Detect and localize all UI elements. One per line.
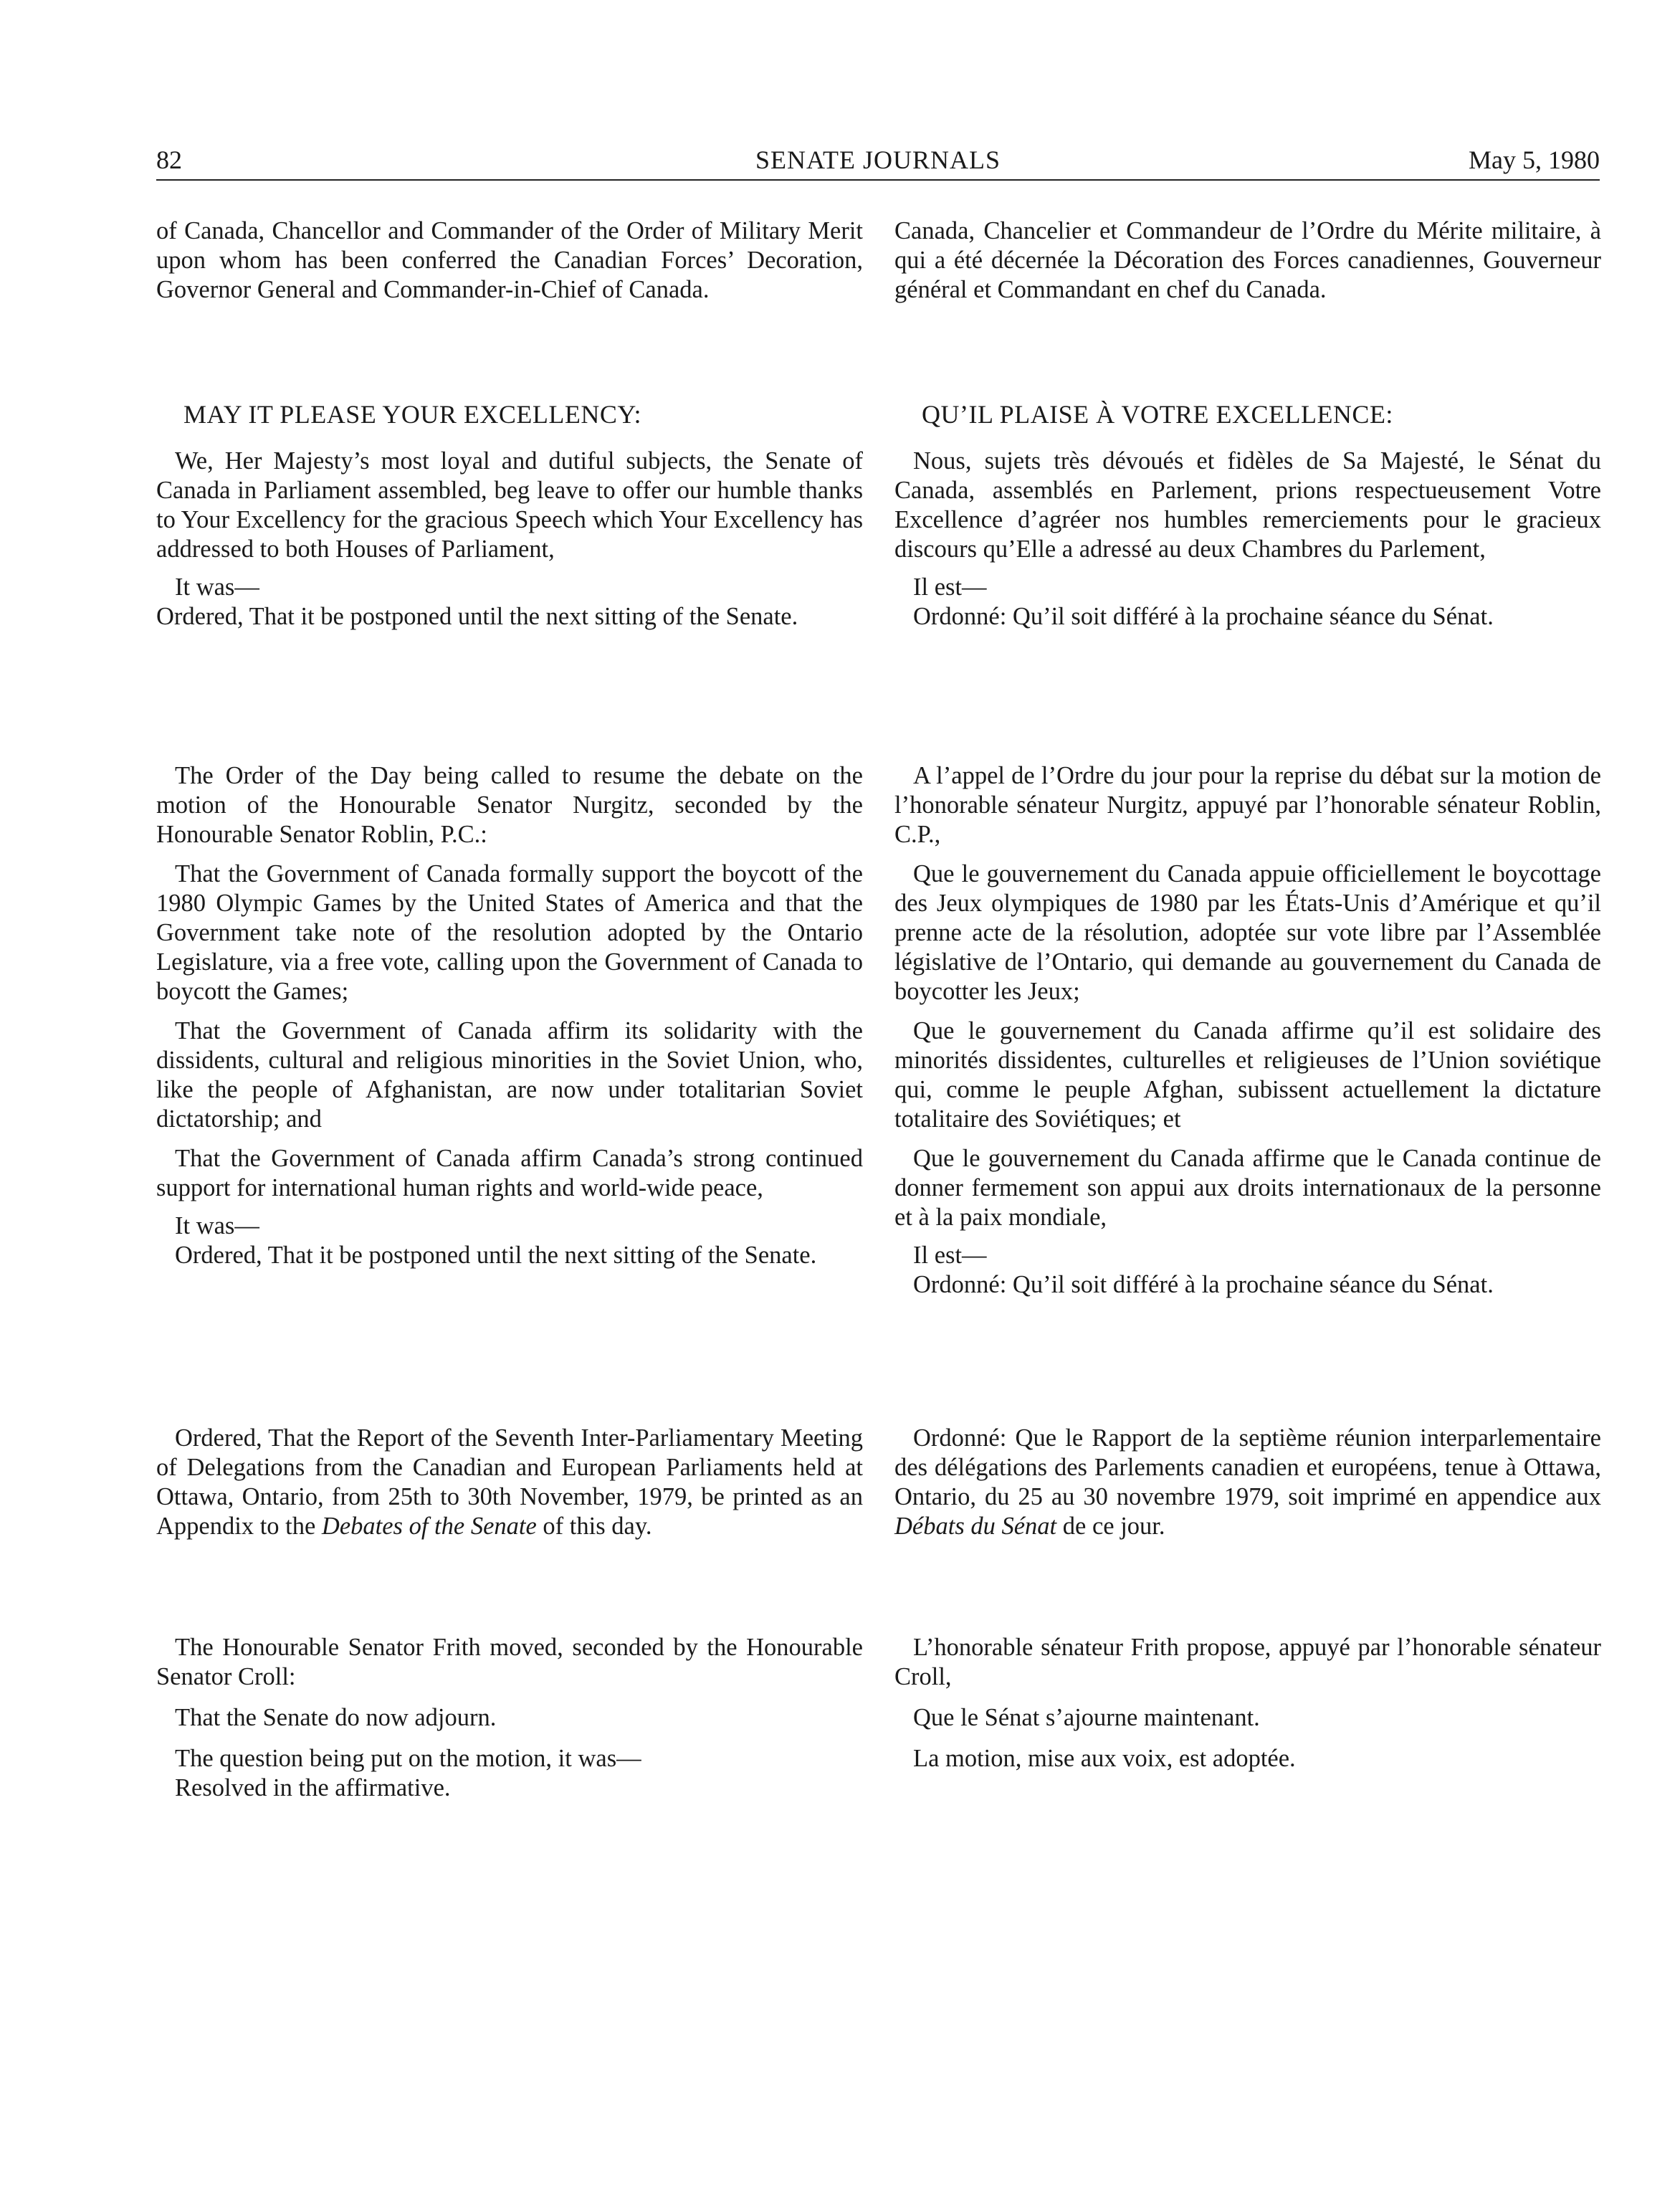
en-report-block (156, 1424, 863, 1541)
en-ordered-2 (156, 1241, 863, 1270)
en-intro: of Canada, Chancellor and Commander of the Order of Military Merit upon whom has been conferred the Canadian Forces’ Decoration, Governor General and Commander-in-Chief of Canada. (156, 217, 863, 303)
fr-report-italic: Débats du Sénat (894, 1513, 1057, 1540)
fr-il-est-1: Il est— (913, 573, 987, 601)
fr-ordonne-2: Ordonné: Qu’il soit différé à la prochaine séance du Sénat. (913, 1271, 1494, 1298)
en-adjourn-block (156, 1633, 863, 1803)
journal-title: SENATE JOURNALS (755, 146, 1001, 174)
fr-intro: Canada, Chancelier et Commandeur de l’Ordre du Mérite militaire, à qui a été décernée la Décoration des Forces canadiennes, Gouverneur général et Commandant en chef du Canada. (894, 217, 1601, 303)
fr-ordonne-1: Ordonné: Qu’il soit différé à la prochaine séance du Sénat. (913, 603, 1494, 630)
fr-motion-1: Que le gouvernement du Canada appuie officiellement le boycottage des Jeux olympiques de 1980 par les États-Unis d’Amérique et qu’il prenne acte de la résolution, adoptée sur vote libre par l’Assemblée législative de l’Ontario, qui demande au gouvernement du Canada de boycotter les Jeux; (894, 860, 1601, 1005)
en-report-italic: Debates of the Senate (321, 1513, 537, 1540)
en-ordered-2-text: Ordered, That it be postponed until the next sitting of the Senate. (175, 1242, 817, 1269)
fr-motion-3: Que le gouvernement du Canada affirme que le Canada continue de donner fermement son appui aux droits internationaux de la personne et à la paix mondiale, (894, 1145, 1601, 1231)
fr-report-post: de ce jour. (1056, 1513, 1165, 1540)
en-address-heading: MAY IT PLEASE YOUR EXCELLENCY: (183, 400, 642, 429)
page-number: 82 (156, 146, 182, 174)
fr-frith-moved: L’honorable sénateur Frith propose, appuyé par l’honorable sénateur Croll, (894, 1634, 1601, 1690)
journal-date: May 5, 1980 (1469, 146, 1600, 174)
fr-il-est-2: Il est— (913, 1242, 987, 1269)
fr-adopted: La motion, mise aux voix, est adoptée. (913, 1745, 1296, 1772)
en-resolved: Resolved in the affirmative. (175, 1774, 451, 1801)
en-ordered-1 (138, 602, 863, 632)
en-motion-2: That the Government of Canada affirm its solidarity with the dissidents, cultural and religious minorities in the Soviet Union, who, like the people of Afghanistan, are now under totalitarian Soviet dictatorship; and (156, 1017, 863, 1133)
en-intro-block (156, 216, 863, 305)
fr-intro-block (894, 216, 1601, 305)
header-rule (156, 179, 1600, 181)
en-order-of-day: The Order of the Day being called to resume the debate on the motion of the Honourable Senator Nurgitz, seconded by the Honourable Senator Roblin, P.C.: (156, 762, 863, 848)
en-it-was-2: It was— (175, 1212, 259, 1239)
en-motion-1: That the Government of Canada formally support the boycott of the 1980 Olympic Games by the United States of America and that the Government take note of the resolution adopted by the Ontario Legislature, via a free vote, calling upon the Government of Canada to boycott the Games; (156, 860, 863, 1005)
en-report-post: of this day. (536, 1513, 652, 1540)
en-address-block (156, 400, 863, 632)
en-it-was-1: It was— (175, 573, 259, 601)
en-frith-moved: The Honourable Senator Frith moved, seconded by the Honourable Senator Croll: (156, 1634, 863, 1690)
en-ordered-1-text: Ordered, That it be postponed until the next sitting of the Senate. (156, 603, 798, 630)
fr-address-block (894, 400, 1601, 632)
en-question-put: The question being put on the motion, it was— (175, 1745, 641, 1772)
running-header (156, 145, 1600, 181)
fr-adjourn-block (894, 1633, 1601, 1773)
en-motion-3: That the Government of Canada affirm Canada’s strong continued support for international human rights and world-wide peace, (156, 1145, 863, 1201)
en-address-body: We, Her Majesty’s most loyal and dutiful subjects, the Senate of Canada in Parliament assembled, beg leave to offer our humble thanks to Your Excellency for the gracious Speech which Your Excellency has addressed to both Houses of Parliament, (156, 447, 863, 563)
en-order-of-day-block (156, 761, 863, 1270)
en-report-pre: Ordered, That the Report of the Seventh Inter-Parliamentary Meeting of Delegations from the Canadian and European Parliaments held at Ottawa, Ontario, from 25th to 30th November, 1979, be printed as an Appendix to the (156, 1424, 863, 1540)
fr-order-of-day-block (894, 761, 1601, 1300)
fr-address-heading: QU’IL PLAISE À VOTRE EXCELLENCE: (922, 400, 1393, 429)
fr-motion-2: Que le gouvernement du Canada affirme qu’il est solidaire des minorités dissidentes, culturelles et religieuses de l’Union soviétique qui, comme le peuple Afghan, subissent actuellement la dictature totalitaire des Soviétiques; et (894, 1017, 1601, 1133)
fr-report-block (894, 1424, 1601, 1541)
fr-report-pre: Ordonné: Que le Rapport de la septième réunion interparlementaire des délégations des Parlements canadien et européens, tenue à Ottawa, Ontario, du 25 au 30 novembre 1979, soit imprimé en appendice aux (894, 1424, 1601, 1510)
fr-order-of-day: A l’appel de l’Ordre du jour pour la reprise du débat sur la motion de l’honorable sénateur Nurgitz, appuyé par l’honorable sénateur Roblin, C.P., (894, 762, 1601, 848)
fr-report (894, 1424, 1601, 1541)
en-adjourn: That the Senate do now adjourn. (175, 1704, 497, 1731)
fr-address-body: Nous, sujets très dévoués et fidèles de Sa Majesté, le Sénat du Canada, assemblés en Parlement, prions respectueusement Votre Excellence d’agréer nos humbles remerciements pour le gracieux discours qu’Elle a adressé au deux Chambres du Parlement, (894, 447, 1601, 563)
fr-adjourn: Que le Sénat s’ajourne maintenant. (913, 1704, 1260, 1731)
en-report (156, 1424, 863, 1541)
